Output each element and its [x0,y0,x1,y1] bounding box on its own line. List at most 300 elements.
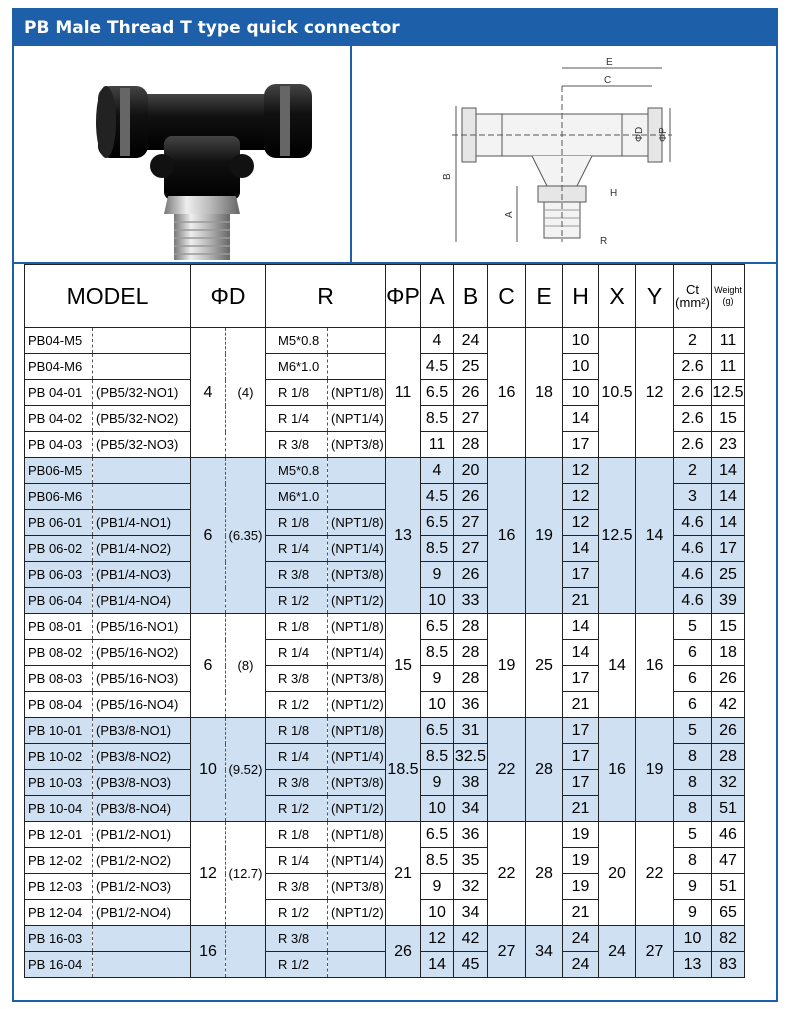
thread-npt-cell: (NPT1/4) [328,536,386,562]
thread-cell: R 1/8 [266,510,328,536]
diameter-alt-cell: (4) [226,328,266,458]
model-alt-cell: (PB1/4-NO1) [93,510,191,536]
thread-npt-cell: (NPT3/8) [328,432,386,458]
thread-cell: R 1/2 [266,952,328,978]
diameter-cell: 16 [191,926,226,978]
model-alt-cell [93,952,191,978]
b-cell: 33 [454,588,488,614]
table-row [25,328,745,354]
y-cell: 22 [636,822,674,926]
h-cell: 21 [563,796,599,822]
thread-cell: R 1/8 [266,380,328,406]
ct-cell: 8 [674,796,712,822]
a-cell: 4 [421,458,454,484]
thread-cell: R 1/4 [266,848,328,874]
a-cell: 8.5 [421,744,454,770]
ct-cell: 9 [674,874,712,900]
a-cell: 6.5 [421,510,454,536]
spec-table [24,264,745,978]
header-d: ΦD [191,265,266,328]
ct-cell: 9 [674,900,712,926]
thread-npt-cell: (NPT3/8) [328,874,386,900]
weight-cell: 18 [712,640,745,666]
model-cell: PB04-M5 [25,328,93,354]
b-cell: 36 [454,692,488,718]
thread-cell: R 1/8 [266,718,328,744]
model-cell: PB 04-01 [25,380,93,406]
y-cell: 12 [636,328,674,458]
h-cell: 10 [563,328,599,354]
model-cell: PB 12-04 [25,900,93,926]
weight-cell: 11 [712,354,745,380]
label-r: R [600,236,608,247]
thread-npt-cell: (NPT1/2) [328,900,386,926]
weight-cell: 82 [712,926,745,952]
model-cell: PB06-M6 [25,484,93,510]
ct-cell: 4.6 [674,562,712,588]
label-a: A [504,211,515,218]
e-cell: 19 [526,458,563,614]
h-cell: 24 [563,926,599,952]
a-cell: 9 [421,770,454,796]
h-cell: 14 [563,614,599,640]
thread-npt-cell: (NPT1/8) [328,822,386,848]
model-cell: PB 16-03 [25,926,93,952]
b-cell: 28 [454,640,488,666]
model-cell: PB 06-02 [25,536,93,562]
b-cell: 27 [454,510,488,536]
thread-cell: R 1/4 [266,640,328,666]
weight-cell: 46 [712,822,745,848]
header-b: B [454,265,488,328]
y-cell: 19 [636,718,674,822]
e-cell: 25 [526,614,563,718]
thread-npt-cell: (NPT1/8) [328,380,386,406]
weight-cell: 26 [712,718,745,744]
label-h: H [610,188,618,199]
thread-cell: M6*1.0 [266,484,328,510]
model-cell: PB 12-01 [25,822,93,848]
c-cell: 27 [488,926,526,978]
diameter-cell: 4 [191,328,226,458]
a-cell: 10 [421,588,454,614]
e-cell: 28 [526,718,563,822]
model-cell: PB 06-04 [25,588,93,614]
a-cell: 9 [421,874,454,900]
weight-cell: 15 [712,406,745,432]
thread-cell: R 3/8 [266,770,328,796]
h-cell: 19 [563,848,599,874]
model-cell: PB 04-02 [25,406,93,432]
h-cell: 19 [563,822,599,848]
model-cell: PB06-M5 [25,458,93,484]
h-cell: 14 [563,536,599,562]
weight-cell: 14 [712,484,745,510]
a-cell: 8.5 [421,536,454,562]
x-cell: 10.5 [599,328,636,458]
model-alt-cell: (PB5/16-NO4) [93,692,191,718]
weight-cell: 25 [712,562,745,588]
weight-cell: 51 [712,796,745,822]
ct-cell: 10 [674,926,712,952]
ct-cell: 2.6 [674,406,712,432]
weight-cell: 23 [712,432,745,458]
c-cell: 22 [488,822,526,926]
weight-cell: 51 [712,874,745,900]
h-cell: 12 [563,510,599,536]
thread-cell: R 3/8 [266,562,328,588]
ct-cell: 6 [674,692,712,718]
weight-cell: 47 [712,848,745,874]
b-cell: 32.5 [454,744,488,770]
table-row [25,926,745,952]
b-cell: 28 [454,666,488,692]
c-cell: 16 [488,458,526,614]
model-alt-cell: (PB5/32-NO3) [93,432,191,458]
model-alt-cell: (PB1/4-NO2) [93,536,191,562]
thread-npt-cell [328,484,386,510]
thread-cell: R 3/8 [266,432,328,458]
h-cell: 14 [563,640,599,666]
thread-cell: M5*0.8 [266,328,328,354]
thread-cell: R 1/8 [266,614,328,640]
model-alt-cell: (PB1/2-NO4) [93,900,191,926]
a-cell: 10 [421,692,454,718]
model-alt-cell [93,484,191,510]
thread-npt-cell [328,926,386,952]
b-cell: 31 [454,718,488,744]
header-e: E [526,265,563,328]
thread-npt-cell: (NPT1/4) [328,406,386,432]
thread-npt-cell: (NPT1/2) [328,692,386,718]
table-row [25,822,745,848]
model-alt-cell: (PB1/2-NO3) [93,874,191,900]
a-cell: 8.5 [421,848,454,874]
thread-npt-cell: (NPT3/8) [328,666,386,692]
thread-npt-cell: (NPT1/4) [328,848,386,874]
ct-cell: 8 [674,744,712,770]
a-cell: 6.5 [421,822,454,848]
ct-cell: 8 [674,848,712,874]
thread-cell: R 1/2 [266,588,328,614]
thread-cell: R 1/4 [266,536,328,562]
header-c: C [488,265,526,328]
model-alt-cell: (PB5/32-NO2) [93,406,191,432]
table-row [25,614,745,640]
e-cell: 18 [526,328,563,458]
model-cell: PB 10-03 [25,770,93,796]
thread-cell: R 1/4 [266,744,328,770]
p-cell: 21 [386,822,421,926]
h-cell: 17 [563,744,599,770]
model-cell: PB 12-03 [25,874,93,900]
header-model: MODEL [25,265,191,328]
model-alt-cell: (PB5/16-NO3) [93,666,191,692]
header-y: Y [636,265,674,328]
h-cell: 21 [563,588,599,614]
header-r: R [266,265,386,328]
label-d: ΦD [634,126,645,142]
h-cell: 17 [563,718,599,744]
diameter-cell: 10 [191,718,226,822]
model-cell: PB 08-02 [25,640,93,666]
model-cell: PB 08-01 [25,614,93,640]
header-p: ΦP [386,265,421,328]
ct-cell: 5 [674,718,712,744]
thread-cell: R 3/8 [266,874,328,900]
a-cell: 10 [421,900,454,926]
label-p: ΦP [658,127,669,142]
p-cell: 11 [386,328,421,458]
thread-npt-cell: (NPT1/4) [328,744,386,770]
model-cell: PB 06-03 [25,562,93,588]
weight-cell: 39 [712,588,745,614]
model-alt-cell [93,458,191,484]
ct-cell: 4.6 [674,536,712,562]
b-cell: 34 [454,796,488,822]
a-cell: 8.5 [421,406,454,432]
b-cell: 24 [454,328,488,354]
ct-cell: 6 [674,666,712,692]
diameter-alt-cell: (12.7) [226,822,266,926]
thread-npt-cell [328,952,386,978]
b-cell: 36 [454,822,488,848]
weight-cell: 17 [712,536,745,562]
h-cell: 17 [563,432,599,458]
label-c: C [604,75,612,86]
b-cell: 42 [454,926,488,952]
thread-npt-cell: (NPT1/8) [328,510,386,536]
weight-cell: 12.5 [712,380,745,406]
image-row [14,46,776,264]
y-cell: 14 [636,458,674,614]
a-cell: 12 [421,926,454,952]
b-cell: 32 [454,874,488,900]
label-e: E [606,57,613,68]
a-cell: 8.5 [421,640,454,666]
tee-connector-photo [14,46,350,262]
ct-cell: 2.6 [674,380,712,406]
e-cell: 34 [526,926,563,978]
thread-npt-cell: (NPT3/8) [328,562,386,588]
x-cell: 12.5 [599,458,636,614]
p-cell: 18.5 [386,718,421,822]
b-cell: 28 [454,432,488,458]
thread-cell: R 1/2 [266,692,328,718]
header-weight: Weight (g) [712,265,745,328]
ct-cell: 2 [674,458,712,484]
ct-cell: 4.6 [674,510,712,536]
model-alt-cell: (PB1/2-NO2) [93,848,191,874]
model-cell: PB 04-03 [25,432,93,458]
model-alt-cell: (PB5/16-NO2) [93,640,191,666]
h-cell: 21 [563,900,599,926]
table-header-row [25,265,745,328]
model-cell: PB 08-04 [25,692,93,718]
weight-cell: 65 [712,900,745,926]
model-alt-cell: (PB1/2-NO1) [93,822,191,848]
thread-cell: M5*0.8 [266,458,328,484]
a-cell: 4.5 [421,354,454,380]
p-cell: 26 [386,926,421,978]
thread-npt-cell: (NPT1/2) [328,796,386,822]
a-cell: 4 [421,328,454,354]
model-alt-cell [93,328,191,354]
b-cell: 26 [454,484,488,510]
a-cell: 6.5 [421,614,454,640]
diameter-alt-cell: (8) [226,614,266,718]
model-alt-cell: (PB1/4-NO3) [93,562,191,588]
model-alt-cell: (PB5/16-NO1) [93,614,191,640]
ct-cell: 5 [674,822,712,848]
model-cell: PB 08-03 [25,666,93,692]
thread-cell: R 1/4 [266,406,328,432]
label-b: B [442,173,453,180]
p-cell: 13 [386,458,421,614]
thread-npt-cell [328,458,386,484]
ct-cell: 5 [674,614,712,640]
thread-cell: M6*1.0 [266,354,328,380]
thread-cell: R 1/2 [266,900,328,926]
diameter-cell: 12 [191,822,226,926]
ct-cell: 2 [674,328,712,354]
weight-cell: 32 [712,770,745,796]
b-cell: 26 [454,380,488,406]
header-ct: Ct (mm²) [674,265,712,328]
model-cell: PB 06-01 [25,510,93,536]
h-cell: 10 [563,380,599,406]
b-cell: 27 [454,536,488,562]
ct-cell: 3 [674,484,712,510]
header-a: A [421,265,454,328]
h-cell: 17 [563,770,599,796]
thread-cell: R 1/8 [266,822,328,848]
h-cell: 21 [563,692,599,718]
b-cell: 26 [454,562,488,588]
thread-npt-cell [328,354,386,380]
x-cell: 16 [599,718,636,822]
a-cell: 11 [421,432,454,458]
thread-cell: R 1/2 [266,796,328,822]
b-cell: 25 [454,354,488,380]
h-cell: 17 [563,562,599,588]
model-alt-cell: (PB3/8-NO4) [93,796,191,822]
weight-cell: 83 [712,952,745,978]
a-cell: 10 [421,796,454,822]
c-cell: 22 [488,718,526,822]
model-alt-cell: (PB3/8-NO1) [93,718,191,744]
y-cell: 16 [636,614,674,718]
weight-cell: 26 [712,666,745,692]
table-row [25,458,745,484]
header-h: H [563,265,599,328]
b-cell: 34 [454,900,488,926]
h-cell: 10 [563,354,599,380]
thread-npt-cell: (NPT1/4) [328,640,386,666]
h-cell: 14 [563,406,599,432]
ct-cell: 4.6 [674,588,712,614]
h-cell: 12 [563,458,599,484]
table-row [25,718,745,744]
y-cell: 27 [636,926,674,978]
thread-npt-cell: (NPT3/8) [328,770,386,796]
x-cell: 20 [599,822,636,926]
a-cell: 9 [421,666,454,692]
model-cell: PB 10-04 [25,796,93,822]
ct-cell: 6 [674,640,712,666]
ct-cell: 8 [674,770,712,796]
b-cell: 38 [454,770,488,796]
model-alt-cell [93,926,191,952]
diameter-alt-cell: (6.35) [226,458,266,614]
c-cell: 16 [488,328,526,458]
b-cell: 27 [454,406,488,432]
weight-cell: 14 [712,458,745,484]
page-title: PB Male Thread T type quick connector [14,10,776,46]
h-cell: 17 [563,666,599,692]
weight-cell: 14 [712,510,745,536]
weight-cell: 15 [712,614,745,640]
diameter-alt-cell: (9.52) [226,718,266,822]
weight-cell: 28 [712,744,745,770]
diameter-cell: 6 [191,458,226,614]
ct-cell: 13 [674,952,712,978]
diameter-alt-cell [226,926,266,978]
a-cell: 4.5 [421,484,454,510]
ct-cell: 2.6 [674,354,712,380]
b-cell: 28 [454,614,488,640]
model-alt-cell: (PB3/8-NO3) [93,770,191,796]
a-cell: 6.5 [421,380,454,406]
weight-cell: 42 [712,692,745,718]
model-cell: PB04-M6 [25,354,93,380]
weight-cell: 11 [712,328,745,354]
model-cell: PB 16-04 [25,952,93,978]
a-cell: 6.5 [421,718,454,744]
h-cell: 12 [563,484,599,510]
spec-sheet [12,8,778,1002]
model-alt-cell: (PB1/4-NO4) [93,588,191,614]
thread-npt-cell [328,328,386,354]
model-cell: PB 12-02 [25,848,93,874]
b-cell: 20 [454,458,488,484]
header-x: X [599,265,636,328]
thread-npt-cell: (NPT1/8) [328,614,386,640]
thread-npt-cell: (NPT1/8) [328,718,386,744]
dimension-drawing [352,46,776,262]
p-cell: 15 [386,614,421,718]
model-alt-cell: (PB5/32-NO1) [93,380,191,406]
model-cell: PB 10-01 [25,718,93,744]
a-cell: 14 [421,952,454,978]
x-cell: 24 [599,926,636,978]
model-alt-cell: (PB3/8-NO2) [93,744,191,770]
c-cell: 19 [488,614,526,718]
thread-cell: R 3/8 [266,926,328,952]
e-cell: 28 [526,822,563,926]
h-cell: 24 [563,952,599,978]
b-cell: 35 [454,848,488,874]
product-photo [14,46,352,262]
ct-cell: 2.6 [674,432,712,458]
h-cell: 19 [563,874,599,900]
diameter-cell: 6 [191,614,226,718]
model-alt-cell [93,354,191,380]
thread-cell: R 3/8 [266,666,328,692]
model-cell: PB 10-02 [25,744,93,770]
thread-npt-cell: (NPT1/2) [328,588,386,614]
b-cell: 45 [454,952,488,978]
